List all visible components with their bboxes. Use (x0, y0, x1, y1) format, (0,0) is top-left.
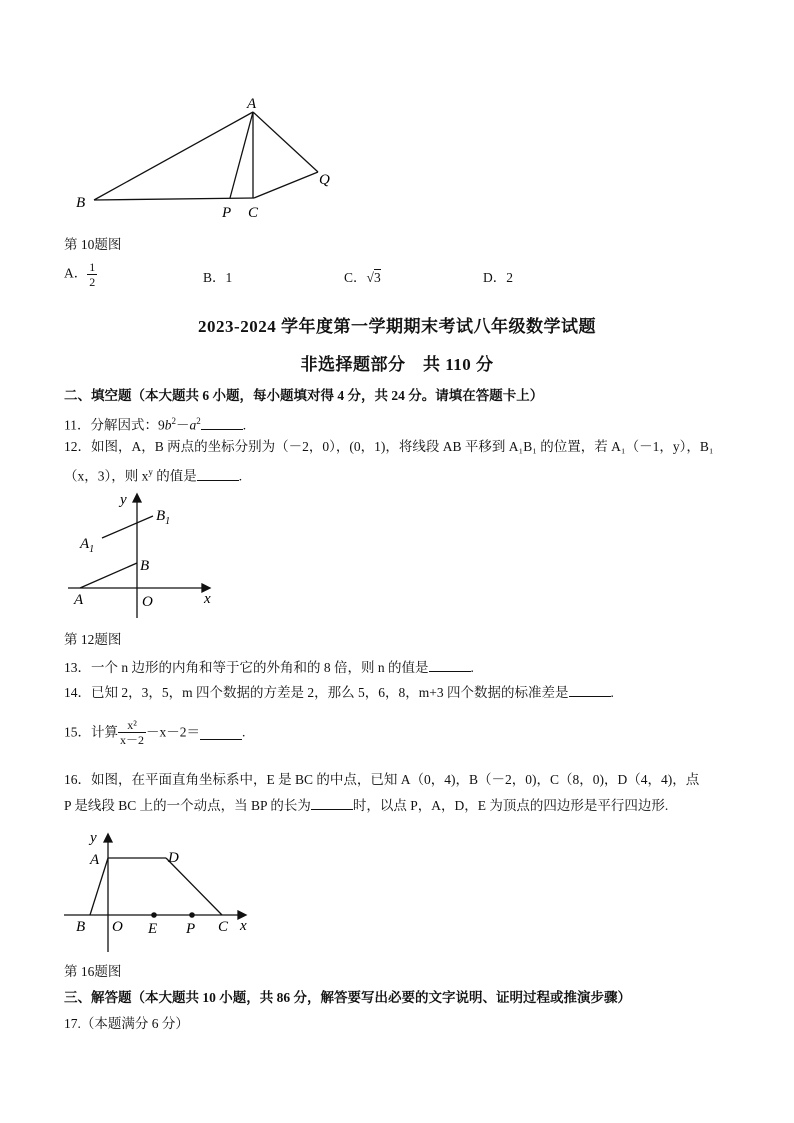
option-a-label: A． (64, 265, 88, 281)
segment-DC (166, 858, 222, 915)
segment-AQ (253, 112, 318, 172)
option-a (64, 260, 97, 289)
figure-12 (62, 486, 232, 626)
section2-title: 二、填空题（本大题共 6 小题，每小题填对得 4 分，共 24 分。请填在答题卡上） (64, 388, 544, 403)
point-E (151, 912, 157, 918)
option-c-value: 3 (373, 270, 381, 285)
q13-text: 13．一个 n 边形的内角和等于它的外角和的 8 倍，则 n 的值是 (64, 660, 429, 675)
label-A: A (90, 852, 100, 868)
label-O: O (112, 919, 123, 935)
option-c (344, 268, 381, 288)
q11-exp1: 2 (171, 416, 176, 426)
q15-blank (200, 725, 242, 740)
label-A1-sub: 1 (89, 544, 95, 555)
label-P: P (186, 921, 196, 937)
segment-A1B1 (102, 516, 153, 538)
q15-prefix: 15．计算 (64, 724, 118, 740)
label-x: x (240, 918, 247, 934)
q12-blank (197, 466, 239, 481)
y-axis-arrow-icon (133, 494, 141, 502)
fig12-caption: 第 12题图 (64, 632, 122, 647)
figure-16 (62, 822, 262, 962)
question-16-line2 (64, 795, 668, 816)
section3-title: 三、解答题（本大题共 10 小题，共 86 分，解答要写出必要的文字说明、证明过程或推演步骤） (64, 990, 631, 1005)
page-title: 2023-2024 学年度第一学期期末考试八年级数学试题 (198, 317, 596, 336)
q12-end: . (238, 468, 243, 484)
question-16-line1: 16．如图，在平面直角坐标系中，E 是 BC 的中点，已知 A（0，4)，B（－2，0)，C（8，0)，D（4，4)，点 (64, 772, 700, 787)
q12-pre: （x，3），则 x (64, 468, 149, 484)
label-E: E (148, 921, 158, 937)
option-c-label: C． (344, 270, 367, 285)
option-a-num: 1 (89, 260, 96, 274)
segment-BA (94, 112, 253, 200)
q14-blank (569, 682, 611, 697)
label-C: C (248, 205, 259, 221)
label-A1 (79, 536, 94, 555)
segment-AB (80, 563, 137, 588)
segment-BC (94, 198, 254, 200)
q15-num: x² (118, 718, 146, 733)
q16-blank (311, 795, 353, 810)
q15-end: . (242, 724, 246, 740)
q15-mid: －x－2＝ (146, 724, 201, 740)
label-B1-letter: B (156, 508, 166, 524)
label-y: y (120, 492, 127, 508)
option-d: D．2 (483, 270, 513, 285)
label-A1-letter: A (80, 536, 90, 552)
q11-end: . (242, 417, 247, 433)
q12-post: 的值是 (152, 468, 197, 484)
fig16-caption: 第 16题图 (64, 964, 122, 979)
question-11 (64, 411, 246, 436)
q14-text: 14．已知 2，3，5，m 四个数据的方差是 2，那么 5，6，8，m+3 四个数据的标准差是 (64, 685, 569, 700)
q13-blank (429, 657, 471, 672)
segment-AP (230, 112, 253, 198)
q14-end: . (610, 685, 614, 700)
question-13 (64, 657, 474, 678)
question-17: 17.（本题满分 6 分） (64, 1016, 189, 1031)
q11-b: b (164, 417, 172, 433)
fig10-caption: 第 10题图 (64, 237, 122, 252)
option-a-den: 2 (89, 275, 96, 289)
point-P (189, 912, 195, 918)
figure-10 (60, 90, 360, 230)
page-subtitle: 非选择题部分 共 110 分 (300, 355, 494, 374)
label-O: O (142, 594, 153, 610)
question-12-line1: 12．如图，A，B 两点的坐标分别为（－2，0），(0，1)，将线段 AB 平移到 A₁B₁ 的位置，若 A₁（－1，y），B₁ (64, 439, 714, 454)
label-P: P (222, 205, 232, 221)
q11-blank (201, 415, 243, 430)
label-C: C (218, 919, 229, 935)
option-b: B．1 (203, 270, 233, 285)
label-B: B (76, 919, 86, 935)
option-a-fraction (87, 260, 97, 289)
q11-a: a (189, 417, 197, 433)
q16-post: 时，以点 P，A，D，E 为顶点的四边形是平行四边形. (352, 798, 669, 813)
q12-exp: y (148, 467, 153, 477)
q15-fraction (118, 718, 146, 747)
y-axis-arrow-icon (104, 834, 112, 842)
question-12-line2 (64, 462, 242, 487)
segment-CQ (254, 172, 318, 198)
label-B1-sub: 1 (165, 516, 171, 527)
q15-den: x－2 (120, 733, 145, 747)
label-Q: Q (319, 172, 330, 188)
question-15 (64, 718, 245, 747)
label-D: D (168, 850, 179, 866)
label-B: B (140, 558, 150, 574)
label-B1 (156, 508, 170, 527)
q11-mid: － (176, 417, 190, 433)
q16-pre: P 是线段 BC 上的一个动点，当 BP 的长为 (64, 798, 311, 813)
label-y: y (90, 830, 97, 846)
label-A: A (74, 592, 84, 608)
q13-end: . (470, 660, 474, 675)
q11-exp2: 2 (196, 416, 201, 426)
label-A: A (247, 96, 257, 112)
label-B: B (76, 195, 86, 211)
question-14 (64, 682, 614, 703)
sqrt-icon: √ (366, 270, 374, 285)
q11-prefix: 11．分解因式：9 (64, 417, 165, 433)
label-x: x (204, 591, 211, 607)
